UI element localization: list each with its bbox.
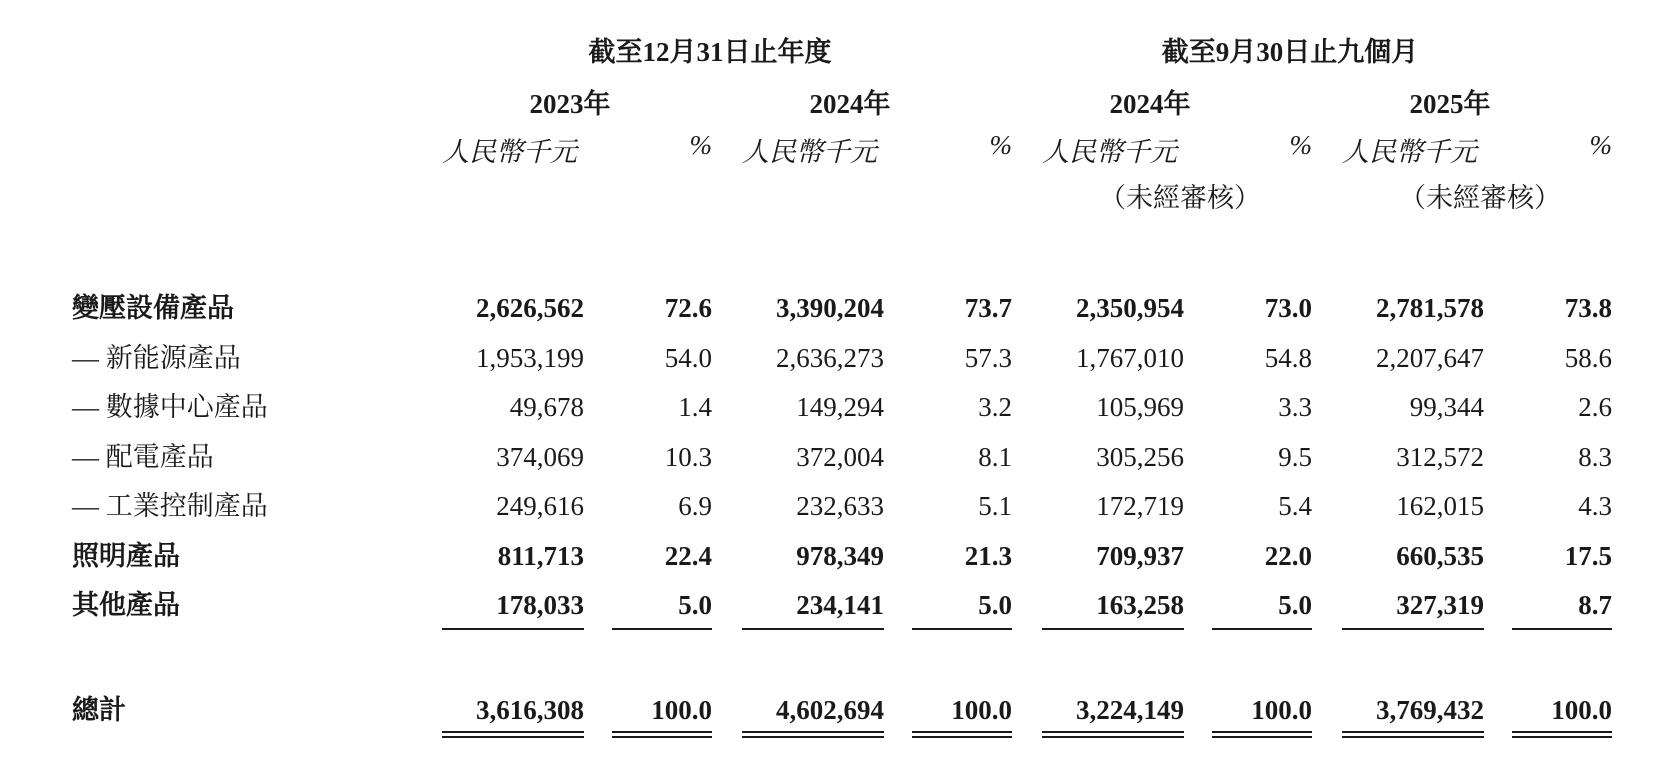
row-label: 照明產品: [72, 541, 180, 571]
percent-cell: 3.2: [978, 392, 1012, 422]
subtotal-rule: [612, 628, 712, 630]
total-double-rule: [442, 731, 584, 733]
row-label: 其他產品: [72, 590, 180, 620]
percent-cell: 54.8: [1264, 343, 1312, 373]
percent-cell: 5.0: [678, 590, 712, 620]
amount-cell: 709,937: [1096, 541, 1184, 571]
total-double-rule: [1042, 736, 1184, 738]
percent-cell: 4.3: [1578, 491, 1612, 521]
unit-percent-4: %: [1589, 130, 1612, 160]
percent-cell: 5.0: [978, 590, 1012, 620]
subtotal-rule: [1212, 628, 1312, 630]
total-double-rule: [912, 731, 1012, 733]
amount-cell: 249,616: [496, 491, 584, 521]
total-value: 3,224,149: [1076, 695, 1184, 725]
amount-cell: 374,069: [496, 442, 584, 472]
row-label: 變壓設備產品: [72, 293, 234, 323]
percent-cell: 8.3: [1578, 442, 1612, 472]
amount-cell: 660,535: [1396, 541, 1484, 571]
amount-cell: 978,349: [796, 541, 884, 571]
amount-cell: 372,004: [796, 442, 884, 472]
percent-cell: 1.4: [678, 392, 712, 422]
total-value: 100.0: [1251, 695, 1312, 725]
percent-cell: 8.1: [978, 442, 1012, 472]
total-value: 4,602,694: [776, 695, 884, 725]
total-double-rule: [742, 731, 884, 733]
period-header-nine-months: 截至9月30日止九個月: [1161, 37, 1419, 67]
percent-cell: 5.1: [978, 491, 1012, 521]
percent-cell: 73.8: [1564, 293, 1612, 323]
unit-percent-3: %: [1289, 130, 1312, 160]
subtotal-rule: [1042, 628, 1184, 630]
subtotal-rule: [912, 628, 1012, 630]
total-double-rule: [1512, 736, 1612, 738]
subtotal-rule: [742, 628, 884, 630]
subtotal-rule: [442, 628, 584, 630]
total-double-rule: [1342, 731, 1484, 733]
percent-cell: 73.0: [1264, 293, 1312, 323]
percent-cell: 6.9: [678, 491, 712, 521]
amount-cell: 232,633: [796, 491, 884, 521]
total-value: 3,616,308: [476, 695, 584, 725]
unit-amount-2: 人民幣千元: [742, 137, 877, 167]
amount-cell: 49,678: [509, 392, 584, 422]
total-value: 3,769,432: [1376, 695, 1484, 725]
total-double-rule: [612, 736, 712, 738]
row-label: — 數據中心產品: [72, 392, 268, 422]
amount-cell: 2,636,273: [776, 343, 884, 373]
percent-cell: 2.6: [1578, 392, 1612, 422]
percent-cell: 10.3: [664, 442, 712, 472]
percent-cell: 3.3: [1278, 392, 1312, 422]
table-row: [0, 336, 1662, 380]
amount-cell: 99,344: [1409, 392, 1484, 422]
amount-cell: 163,258: [1096, 590, 1184, 620]
table-row: [0, 484, 1662, 528]
row-label: — 工業控制產品: [72, 491, 268, 521]
percent-cell: 17.5: [1564, 541, 1612, 571]
amount-cell: 234,141: [796, 590, 884, 620]
total-row: [0, 688, 1662, 732]
amount-cell: 3,390,204: [776, 293, 884, 323]
table-row: [0, 583, 1662, 627]
unit-amount-3: 人民幣千元: [1042, 137, 1177, 167]
subtotal-rule: [1342, 628, 1484, 630]
percent-cell: 57.3: [964, 343, 1012, 373]
unit-amount-4: 人民幣千元: [1342, 137, 1477, 167]
percent-cell: 22.0: [1264, 541, 1312, 571]
amount-cell: 2,781,578: [1376, 293, 1484, 323]
amount-cell: 178,033: [496, 590, 584, 620]
percent-cell: 5.0: [1278, 590, 1312, 620]
total-double-rule: [442, 736, 584, 738]
amount-cell: 162,015: [1396, 491, 1484, 521]
amount-cell: 327,319: [1396, 590, 1484, 620]
row-label: — 配電產品: [72, 442, 214, 472]
amount-cell: 172,719: [1096, 491, 1184, 521]
amount-cell: 2,207,647: [1376, 343, 1484, 373]
year-header-2024-nine-months: 2024年: [1109, 89, 1191, 119]
amount-cell: 2,626,562: [476, 293, 584, 323]
year-header-2024-annual: 2024年: [809, 89, 891, 119]
total-double-rule: [612, 731, 712, 733]
total-double-rule: [742, 736, 884, 738]
percent-cell: 58.6: [1564, 343, 1612, 373]
total-value: 100.0: [1551, 695, 1612, 725]
unaudited-note-2025: （未經審核）: [1399, 183, 1561, 213]
total-double-rule: [912, 736, 1012, 738]
amount-cell: 2,350,954: [1076, 293, 1184, 323]
amount-cell: 305,256: [1096, 442, 1184, 472]
percent-cell: 54.0: [664, 343, 712, 373]
unit-percent-2: %: [989, 130, 1012, 160]
subtotal-rule: [1512, 628, 1612, 630]
amount-cell: 811,713: [497, 541, 584, 571]
percent-cell: 72.6: [664, 293, 712, 323]
table-row: [0, 534, 1662, 578]
unit-percent-1: %: [689, 130, 712, 160]
percent-cell: 73.7: [964, 293, 1012, 323]
amount-cell: 1,953,199: [476, 343, 584, 373]
total-double-rule: [1042, 731, 1184, 733]
percent-cell: 21.3: [964, 541, 1012, 571]
year-header-2023: 2023年: [529, 89, 611, 119]
total-double-rule: [1512, 731, 1612, 733]
amount-cell: 1,767,010: [1076, 343, 1184, 373]
percent-cell: 9.5: [1278, 442, 1312, 472]
table-row: [0, 385, 1662, 429]
unaudited-note-2024: （未經審核）: [1099, 183, 1261, 213]
unit-amount-1: 人民幣千元: [442, 137, 577, 167]
amount-cell: 312,572: [1396, 442, 1484, 472]
table-row: [0, 286, 1662, 330]
percent-cell: 5.4: [1278, 491, 1312, 521]
total-value: 100.0: [951, 695, 1012, 725]
year-header-2025: 2025年: [1409, 89, 1491, 119]
total-double-rule: [1212, 736, 1312, 738]
row-label: — 新能源產品: [72, 343, 241, 373]
percent-cell: 22.4: [664, 541, 712, 571]
amount-cell: 105,969: [1096, 392, 1184, 422]
amount-cell: 149,294: [796, 392, 884, 422]
table-row: [0, 435, 1662, 479]
total-double-rule: [1342, 736, 1484, 738]
total-double-rule: [1212, 731, 1312, 733]
total-label: 總計: [72, 695, 126, 725]
percent-cell: 8.7: [1578, 590, 1612, 620]
total-value: 100.0: [651, 695, 712, 725]
period-header-year: 截至12月31日止年度: [588, 37, 832, 67]
